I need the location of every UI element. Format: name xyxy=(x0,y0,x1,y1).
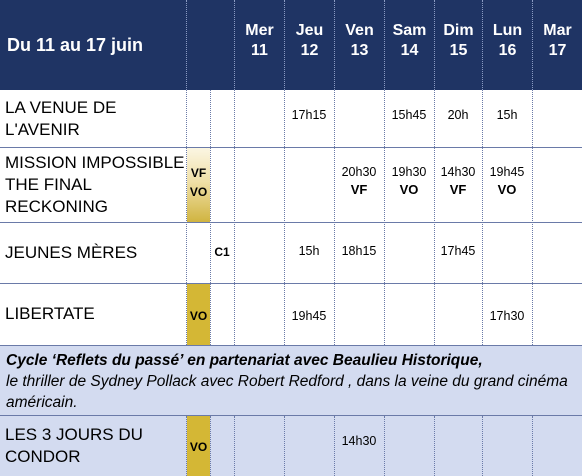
movie-title: JEUNES MÈRES xyxy=(5,242,138,262)
showtime xyxy=(334,164,384,198)
col-divider xyxy=(234,90,235,345)
showtime: 17h30 xyxy=(489,309,525,323)
showtime xyxy=(384,164,434,198)
day-header-sat xyxy=(384,0,434,90)
day-name: Mer xyxy=(245,22,274,39)
showtime-hour: 19h30 xyxy=(391,165,427,179)
col-divider xyxy=(210,416,211,476)
movie-title: LA VENUE DE L'AVENIR xyxy=(5,97,117,139)
header-tag-col xyxy=(186,0,234,90)
col-divider xyxy=(284,90,285,345)
showtime: 15h45 xyxy=(391,108,427,122)
day-num: 15 xyxy=(449,42,468,59)
day-name: Dim xyxy=(443,22,474,39)
col-divider xyxy=(482,90,483,345)
col-divider xyxy=(532,416,533,476)
day-num: 16 xyxy=(498,42,517,59)
day-header-fri xyxy=(334,0,384,90)
showtime xyxy=(434,164,482,198)
showtime: 17h45 xyxy=(440,244,476,258)
movie-title: MISSION IMPOSSIBLE THE FINAL RECKONING xyxy=(5,152,185,216)
cycle-text: le thriller de Sydney Pollack avec Robert Redford , dans la veine du grand cinéma américain. xyxy=(6,373,568,411)
day-num: 13 xyxy=(350,42,369,59)
showtime xyxy=(482,164,532,198)
col-divider xyxy=(434,90,435,345)
col-divider xyxy=(434,416,435,476)
col-divider xyxy=(532,90,533,345)
day-num: 14 xyxy=(400,42,419,59)
movie-title: LIBERTATE xyxy=(5,304,95,323)
col-divider xyxy=(284,416,285,476)
showtime-hour: 14h30 xyxy=(440,165,476,179)
day-header-tue xyxy=(532,0,582,90)
showtime: 20h xyxy=(447,108,469,122)
cycle-banner xyxy=(0,345,582,416)
day-name: Lun xyxy=(492,22,523,39)
day-num: 12 xyxy=(300,42,319,59)
showtime-version: VO xyxy=(399,182,419,197)
col-divider xyxy=(334,90,335,345)
cycle-badge: C1 xyxy=(214,245,230,259)
day-header-sun xyxy=(434,0,482,90)
day-header-thu xyxy=(284,0,334,90)
movie-title: LES 3 JOURS DU CONDOR xyxy=(5,425,143,466)
week-title: Du 11 au 17 juin xyxy=(0,0,186,90)
day-name: Sam xyxy=(392,22,427,39)
col-divider xyxy=(384,416,385,476)
showtime-version: VO xyxy=(497,182,517,197)
showtime-hour: 20h30 xyxy=(341,165,377,179)
day-name: Ven xyxy=(345,22,374,39)
day-num: 17 xyxy=(548,42,567,59)
day-header-wed xyxy=(234,0,284,90)
day-name: Mar xyxy=(543,22,572,39)
showtime: 18h15 xyxy=(341,244,377,258)
showtime: 15h xyxy=(298,244,320,258)
col-divider xyxy=(210,90,211,345)
cycle-heading: Cycle ‘Reflets du passé’ en partenariat avec Beaulieu Historique, xyxy=(6,352,483,369)
showtime-version: VF xyxy=(449,182,467,197)
showtime: 19h45 xyxy=(291,309,327,323)
showtime: 17h15 xyxy=(291,108,327,122)
showtime-hour: 19h45 xyxy=(489,165,525,179)
day-header-mon xyxy=(482,0,532,90)
day-num: 11 xyxy=(251,42,268,59)
version-badge: VO xyxy=(189,309,208,323)
showtime-version: VF xyxy=(350,182,368,197)
showtime: 15h xyxy=(496,108,518,122)
showtime: 14h30 xyxy=(341,434,377,448)
col-divider xyxy=(234,416,235,476)
version-badge: VF VO xyxy=(189,166,208,199)
version-badge: VO xyxy=(189,440,208,454)
day-name: Jeu xyxy=(295,22,324,39)
col-divider xyxy=(384,90,385,345)
col-divider xyxy=(482,416,483,476)
